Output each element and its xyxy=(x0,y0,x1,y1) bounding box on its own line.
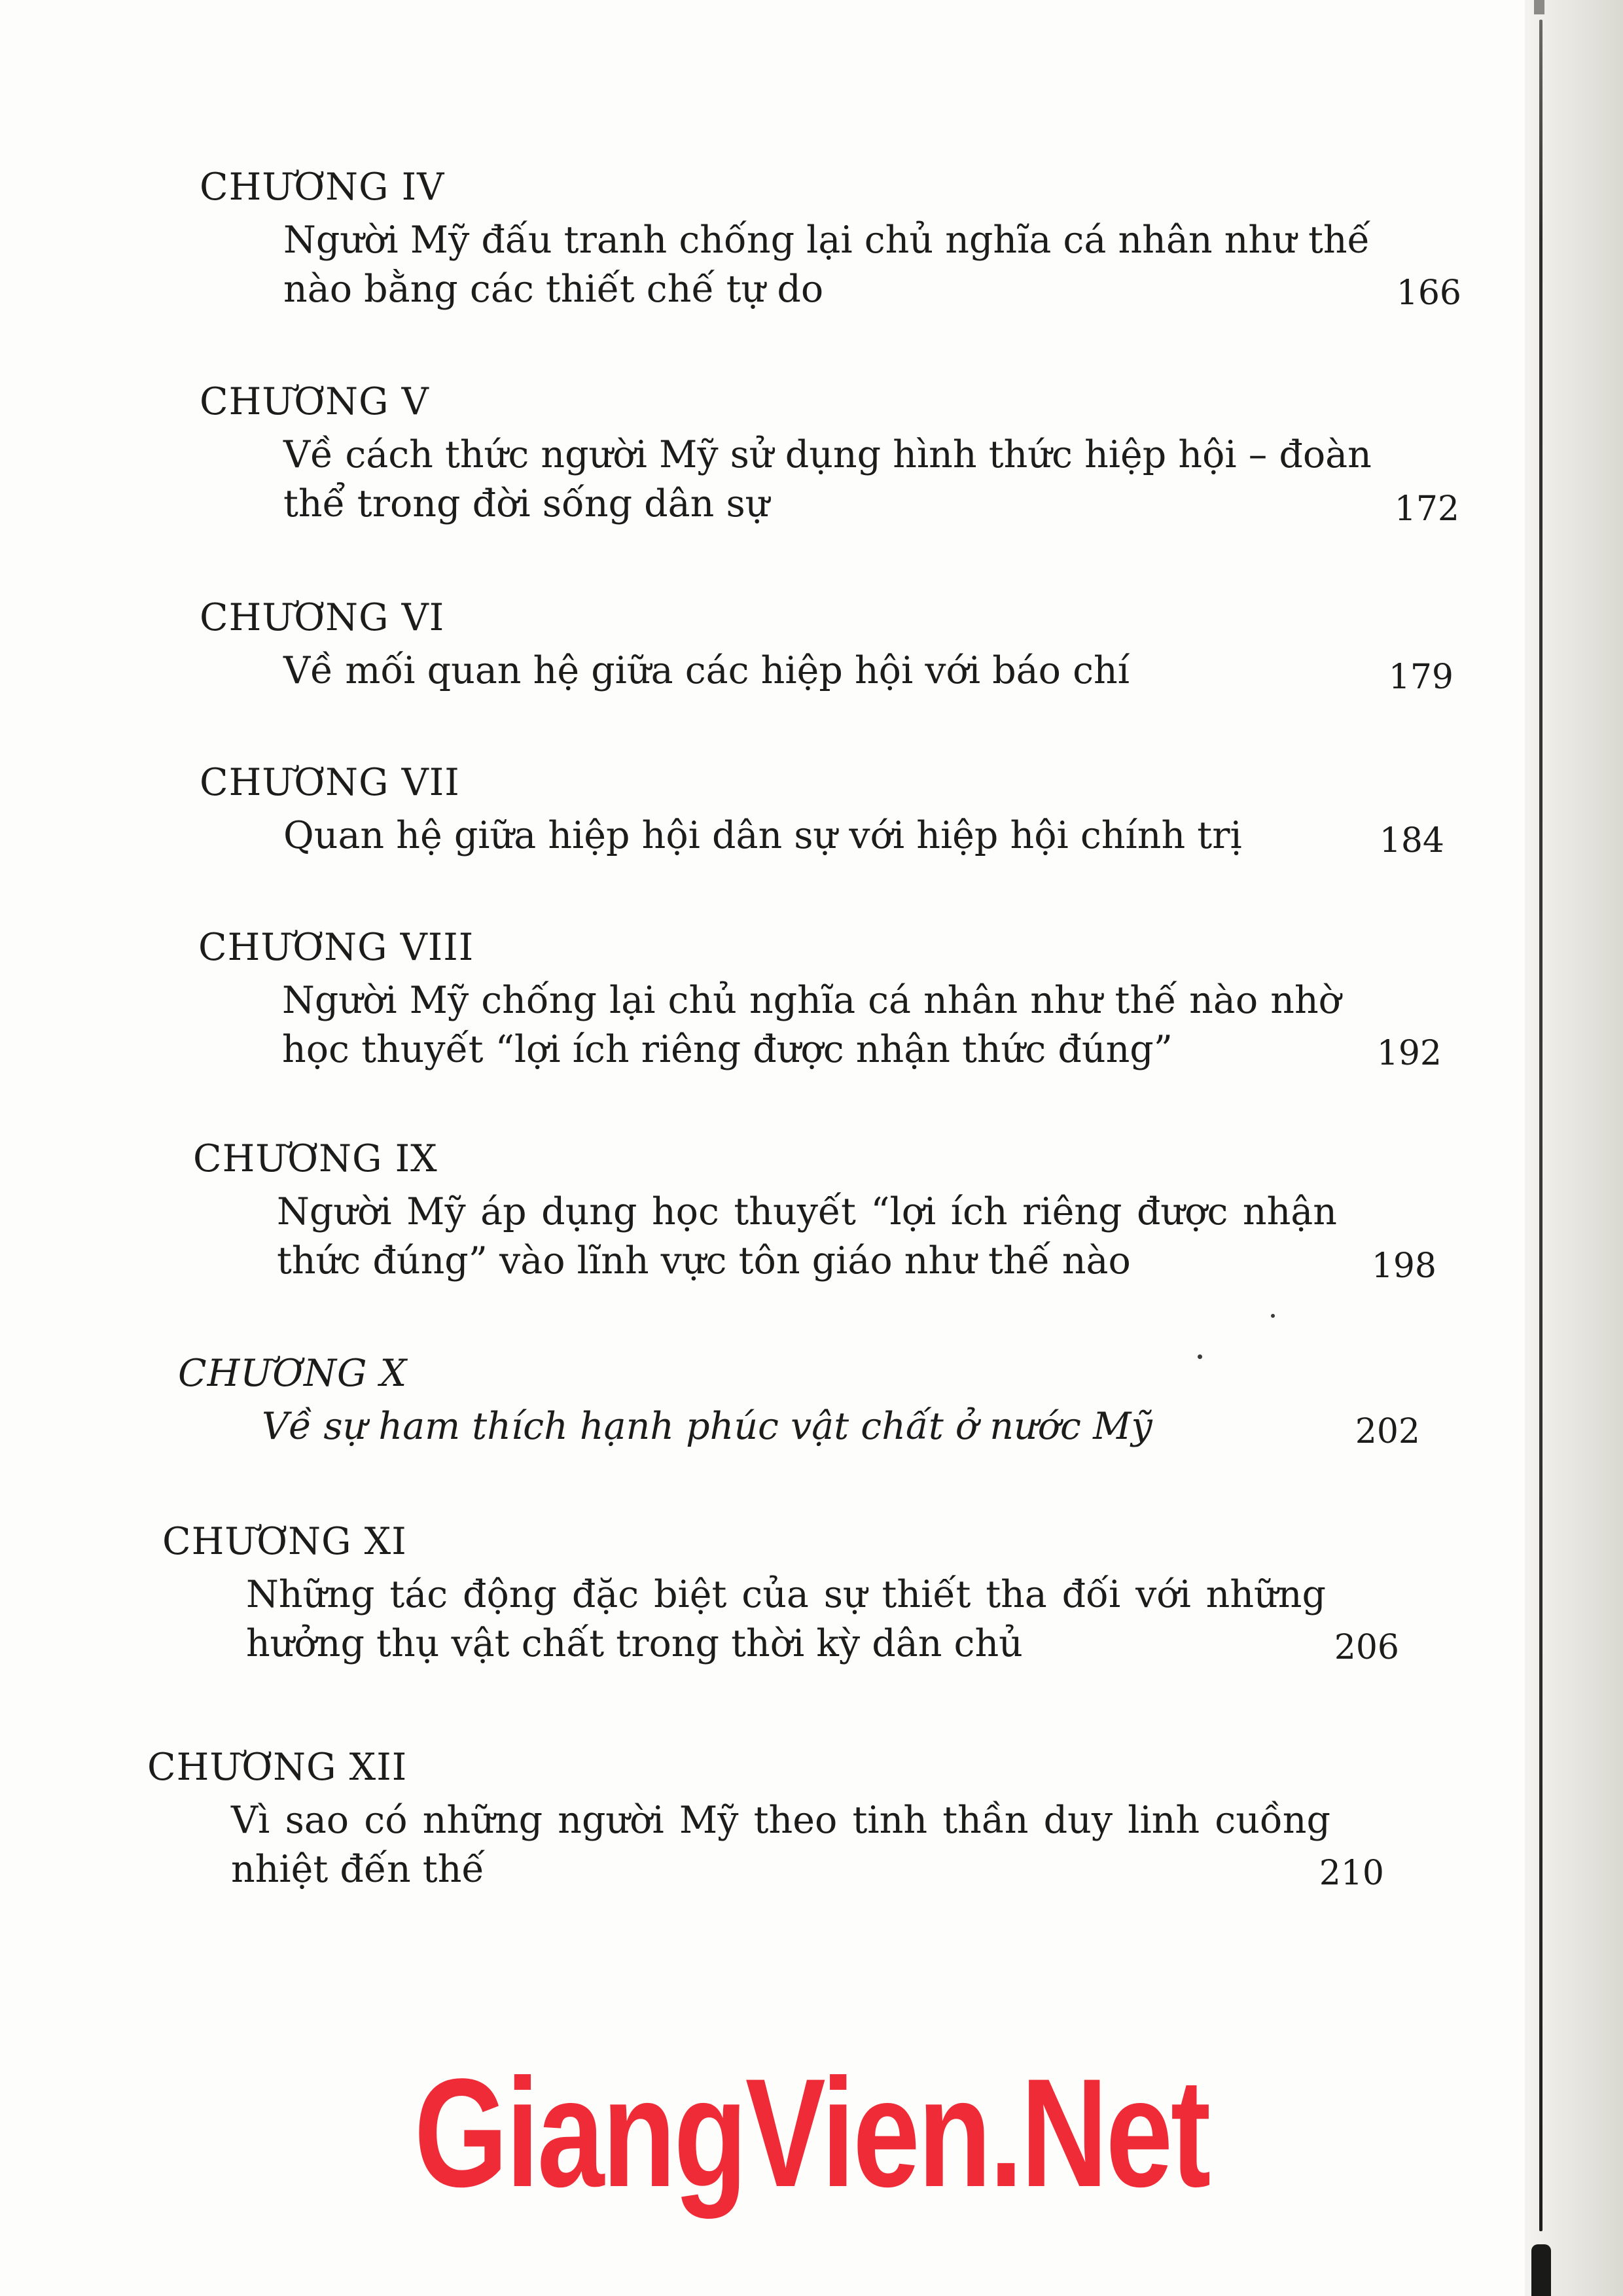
binding-shadow-line xyxy=(1539,20,1543,2231)
chapter-title-line: Quan hệ giữa hiệp hội dân sự với hiệp hội chính trị xyxy=(283,814,1242,857)
chapter-title xyxy=(277,1188,1436,1286)
toc-entry-chapter-10[interactable] xyxy=(178,1350,1420,1451)
chapter-title xyxy=(283,811,1444,860)
chapter-title-line: thức đúng” vào lĩnh vực tôn giáo như thế nào xyxy=(277,1239,1131,1282)
chapter-heading: CHƯƠNG IX xyxy=(193,1137,438,1180)
chapter-heading: CHƯƠNG V xyxy=(200,380,429,423)
chapter-title xyxy=(283,646,1454,697)
chapter-title-line: Người Mỹ áp dụng học thuyết “lợi ích riêng được nhận xyxy=(277,1190,1337,1233)
chapter-heading: CHƯƠNG VI xyxy=(200,596,445,639)
chapter-heading: CHƯƠNG XI xyxy=(162,1520,407,1563)
toc-entry-chapter-12[interactable] xyxy=(147,1744,1384,1894)
chapter-title-line: nhiệt đến thế xyxy=(231,1848,485,1891)
chapter-title-line: thể trong đời sống dân sự xyxy=(283,482,770,525)
chapter-title xyxy=(231,1796,1384,1894)
chapter-title-line: Người Mỹ đấu tranh chống lại chủ nghĩa cá nhân như thế xyxy=(283,219,1370,262)
toc-entry-chapter-11[interactable] xyxy=(162,1518,1399,1669)
chapter-title-line: Vì sao có những người Mỹ theo tinh thần duy linh cuồng xyxy=(231,1799,1330,1842)
binding-bottom-mark xyxy=(1531,2244,1551,2296)
toc-entry-chapter-7[interactable] xyxy=(200,759,1444,860)
binding-top-mark xyxy=(1534,0,1544,14)
toc-entry-chapter-4[interactable] xyxy=(200,164,1461,314)
chapter-title-line: Những tác động đặc biệt của sự thiết tha đối với những xyxy=(246,1573,1326,1616)
chapter-title-line: nào bằng các thiết chế tự do xyxy=(283,268,824,311)
chapter-title-line: Về sự ham thích hạnh phúc vật chất ở nước Mỹ xyxy=(262,1405,1152,1448)
page-number: 166 xyxy=(1396,274,1461,313)
page-number: 198 xyxy=(1371,1246,1436,1286)
page-number: 192 xyxy=(1376,1034,1442,1073)
chapter-heading: CHƯƠNG XII xyxy=(147,1746,408,1789)
scan-speck xyxy=(1271,1314,1275,1318)
chapter-heading: CHƯƠNG VIII xyxy=(198,926,474,969)
scan-speck xyxy=(1198,1354,1202,1359)
chapter-title-line: Về cách thức người Mỹ sử dụng hình thức hiệp hội – đoàn xyxy=(283,433,1372,476)
page-number: 210 xyxy=(1319,1854,1384,1893)
page-number: 184 xyxy=(1379,821,1444,860)
chapter-heading: CHƯƠNG X xyxy=(178,1352,408,1395)
toc-entry-chapter-8[interactable] xyxy=(198,924,1442,1074)
chapter-title xyxy=(282,976,1442,1074)
toc-entry-chapter-9[interactable] xyxy=(193,1135,1436,1286)
chapter-title xyxy=(246,1570,1399,1669)
page-number: 179 xyxy=(1388,658,1454,697)
chapter-title-line: hưởng thụ vật chất trong thời kỳ dân chủ xyxy=(246,1622,1023,1665)
chapter-heading: CHƯƠNG VII xyxy=(200,761,460,804)
page-number: 202 xyxy=(1355,1412,1420,1451)
chapter-title-line: Người Mỹ chống lại chủ nghĩa cá nhân như thế nào nhờ xyxy=(282,979,1341,1022)
toc-entry-chapter-6[interactable] xyxy=(200,594,1454,697)
watermark-logo-text: GiangVien.Net xyxy=(414,2047,1209,2219)
chapter-heading: CHƯƠNG IV xyxy=(200,166,445,209)
chapter-title xyxy=(283,431,1459,529)
chapter-title xyxy=(262,1402,1420,1451)
chapter-title xyxy=(283,216,1461,314)
chapter-title-line: Về mối quan hệ giữa các hiệp hội với báo chí xyxy=(283,649,1130,692)
chapter-title-line: học thuyết “lợi ích riêng được nhận thức đúng” xyxy=(282,1028,1173,1071)
page-number: 172 xyxy=(1394,489,1459,529)
toc-entry-chapter-5[interactable] xyxy=(200,378,1459,529)
page-number: 206 xyxy=(1334,1628,1399,1667)
